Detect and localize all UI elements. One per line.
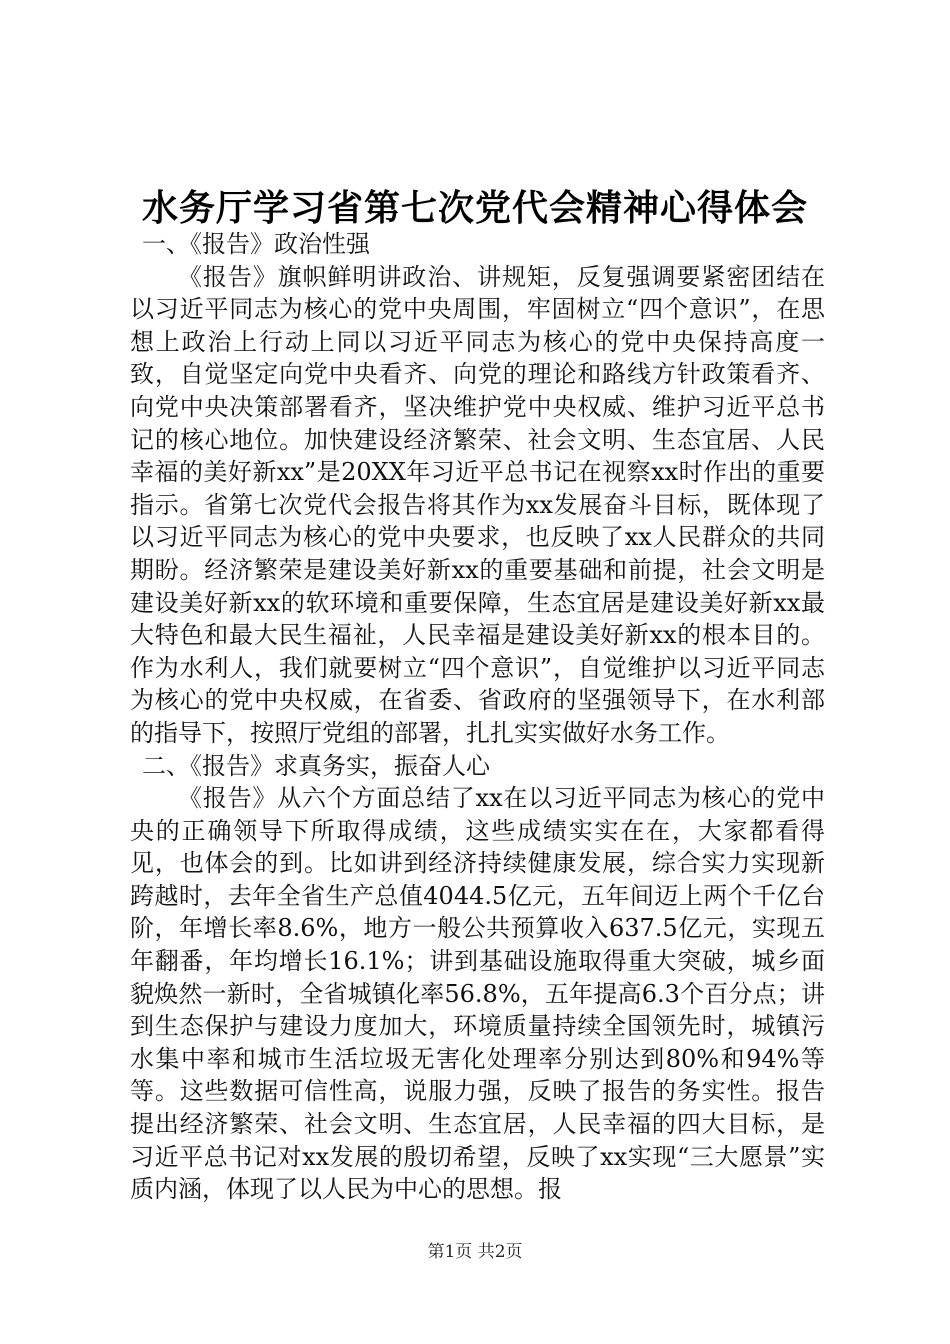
page-footer: 第1页 共2页 xyxy=(427,1242,523,1262)
section-paragraph-1: 《报告》旗帜鲜明讲政治、讲规矩，反复强调要紧密团结在以习近平同志为核心的党中央周围，牢固树立“四个意识”，在思想上政治上行动上同以习近平同志为核心的党中央保持高度一致，自觉坚定向党中央看齐、向党的理论和路线方针政策看齐、向党中央决策部署看齐，坚决维护党中央权威、维护习近平总书记的核心地位。加快建设经济繁荣、社会文明、生态宜居、人民幸福的美好新xx”是20XX年习近平总书记在视察xx时作出的重要指示。省第七次党代会报告将其作为xx发展奋斗目标，既体现了以习近平同志为核心的党中央要求，也反映了xx人民群众的共同期盼。经济繁荣是建设美好新xx的重要基础和前提，社会文明是建设美好新xx的软环境和重要保障，生态宜居是建设美好新xx最大特色和最大民生福祉，人民幸福是建设美好新xx的根本目的。作为水利人，我们就要树立“四个意识”，自觉维护以习近平同志为核心的党中央权威，在省委、省政府的坚强领导下，在水利部的指导下，按照厅党组的部署，扎扎实实做好水务工作。 xyxy=(130,262,825,747)
section-heading-1: 一、《报告》政治性强 xyxy=(142,230,370,258)
section-paragraph-2: 《报告》从六个方面总结了xx在以习近平同志为核心的党中央的正确领导下所取得成绩，这些成绩实实在在，大家都看得见，也体会的到。比如讲到经济持续健康发展，综合实力实现新跨越时，去年全省生产总值4044.5亿元，五年间迈上两个千亿台阶，年增长率8.6%，地方一般公共预算收入637.5亿元，实现五年翻番，年均增长16.1%；讲到基础设施取得重大突破，城乡面貌焕然一新时，全省城镇化率56.8%，五年提高6.3个百分点；讲到生态保护与建设力度加大，环境质量持续全国领先时，城镇污水集中率和城市生活垃圾无害化处理率分别达到80%和94%等等。这些数据可信性高，说服力强，反映了报告的务实性。报告提出经济繁荣、社会文明、生态宜居，人民幸福的四大目标，是习近平总书记对xx发展的殷切希望，反映了xx实现“三大愿景”实质内涵，体现了以人民为中心的思想。报 xyxy=(130,784,825,1204)
document-title: 水务厅学习省第七次党代会精神心得体会 xyxy=(141,188,808,229)
section-heading-2: 二、《报告》求真务实，振奋人心 xyxy=(142,751,490,780)
document-body xyxy=(130,228,825,1206)
